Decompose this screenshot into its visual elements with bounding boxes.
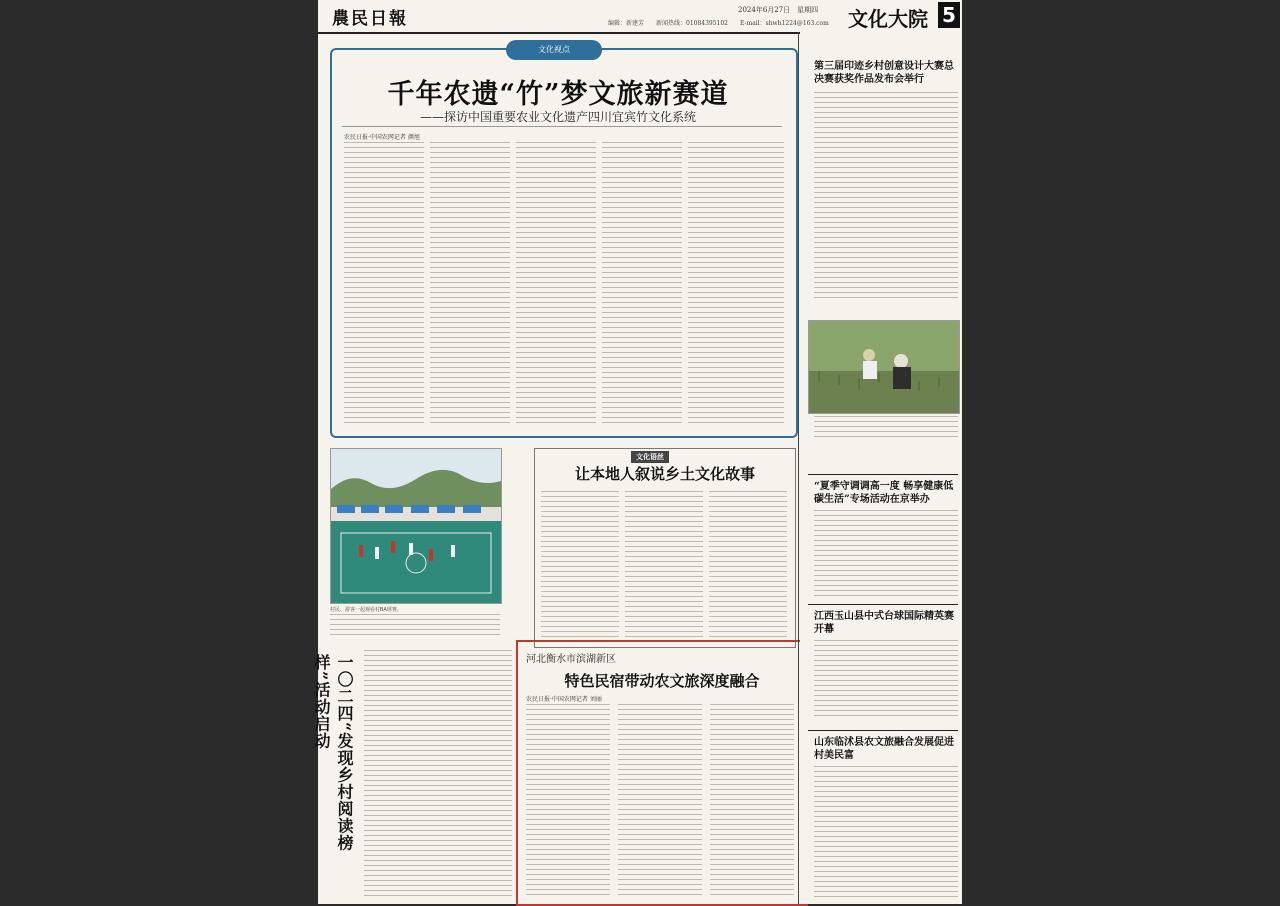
culture-body-column bbox=[541, 491, 619, 641]
issue-date: 2024年6月27日 星期四 bbox=[738, 6, 819, 14]
feature-tag: 文化视点 bbox=[506, 40, 602, 60]
feature-divider bbox=[342, 126, 782, 127]
basketball-court-image bbox=[331, 449, 501, 603]
feature-body-column bbox=[602, 142, 682, 426]
culture-body-column bbox=[709, 491, 787, 641]
right-body-2 bbox=[814, 510, 958, 596]
hebei-headline[interactable]: 特色民宿带动农文旅深度融合 bbox=[564, 672, 760, 690]
basketball-photo bbox=[330, 448, 502, 604]
hebei-body-column bbox=[526, 704, 610, 898]
right-body-4 bbox=[814, 766, 958, 898]
culture-body-column bbox=[625, 491, 703, 641]
feature-headline[interactable]: 千年农遗“竹”梦文旅新赛道 bbox=[387, 79, 729, 110]
editor-line: 编辑：新建芳 新闻热线：01084395102 E-mail：shwh1224@163.com bbox=[608, 20, 829, 27]
feature-body-column bbox=[344, 142, 424, 426]
right-divider bbox=[808, 730, 958, 731]
right-body-1 bbox=[814, 92, 958, 302]
right-headline-4[interactable]: 山东临沭县农文旅融合发展促进村美民富 bbox=[814, 737, 954, 761]
hebei-body-column bbox=[618, 704, 702, 898]
feature-byline: 农民日报·中国农网记者 颜旭 bbox=[344, 134, 420, 141]
section-name: 文化大院 bbox=[848, 7, 928, 31]
reading-body-column bbox=[364, 650, 512, 900]
page-number: 5 bbox=[938, 2, 960, 28]
photo-caption: 村民、游客一起观看村BA球赛。 bbox=[330, 607, 402, 613]
hebei-article-frame bbox=[516, 640, 808, 906]
hebei-body-column bbox=[710, 704, 794, 898]
culture-column-headline[interactable]: 让本地人叙说乡土文化故事 bbox=[574, 465, 755, 483]
culture-column-frame bbox=[534, 448, 796, 648]
photo-caption-lines bbox=[330, 614, 500, 636]
right-headline-1[interactable]: 第三届印迹乡村创意设计大赛总决赛获奖作品发布会举行 bbox=[814, 61, 954, 85]
right-divider bbox=[808, 604, 958, 605]
rice-field-photo bbox=[808, 320, 960, 414]
hebei-kicker: 河北衡水市滨湖新区 bbox=[526, 654, 616, 665]
culture-column-tag: 文化语丝 bbox=[631, 451, 669, 463]
right-headline-3[interactable]: 江西玉山县中式台球国际精英赛开幕 bbox=[814, 611, 954, 635]
right-photo-caption bbox=[814, 416, 958, 438]
rice-transplant-image bbox=[809, 321, 959, 413]
masthead bbox=[318, 0, 962, 34]
right-divider bbox=[808, 474, 958, 475]
paper-name: 農民日報 bbox=[332, 9, 408, 29]
feature-body-column bbox=[688, 142, 784, 426]
right-headline-2[interactable]: “夏季守调调高一度 畅享健康低碳生活”专场活动在京举办 bbox=[814, 481, 954, 505]
right-body-3 bbox=[814, 640, 958, 720]
feature-body-column bbox=[430, 142, 510, 426]
feature-subheadline: ——探访中国重要农业文化遗产四川宜宾竹文化系统 bbox=[419, 110, 696, 124]
column-rule bbox=[798, 32, 799, 904]
hebei-byline: 农民日报·中国农网记者 刘丽 bbox=[526, 696, 602, 703]
feature-body-column bbox=[516, 142, 596, 426]
reading-campaign-headline[interactable]: 一〇二四“发现乡村阅读榜样”活动启动 bbox=[312, 654, 354, 852]
